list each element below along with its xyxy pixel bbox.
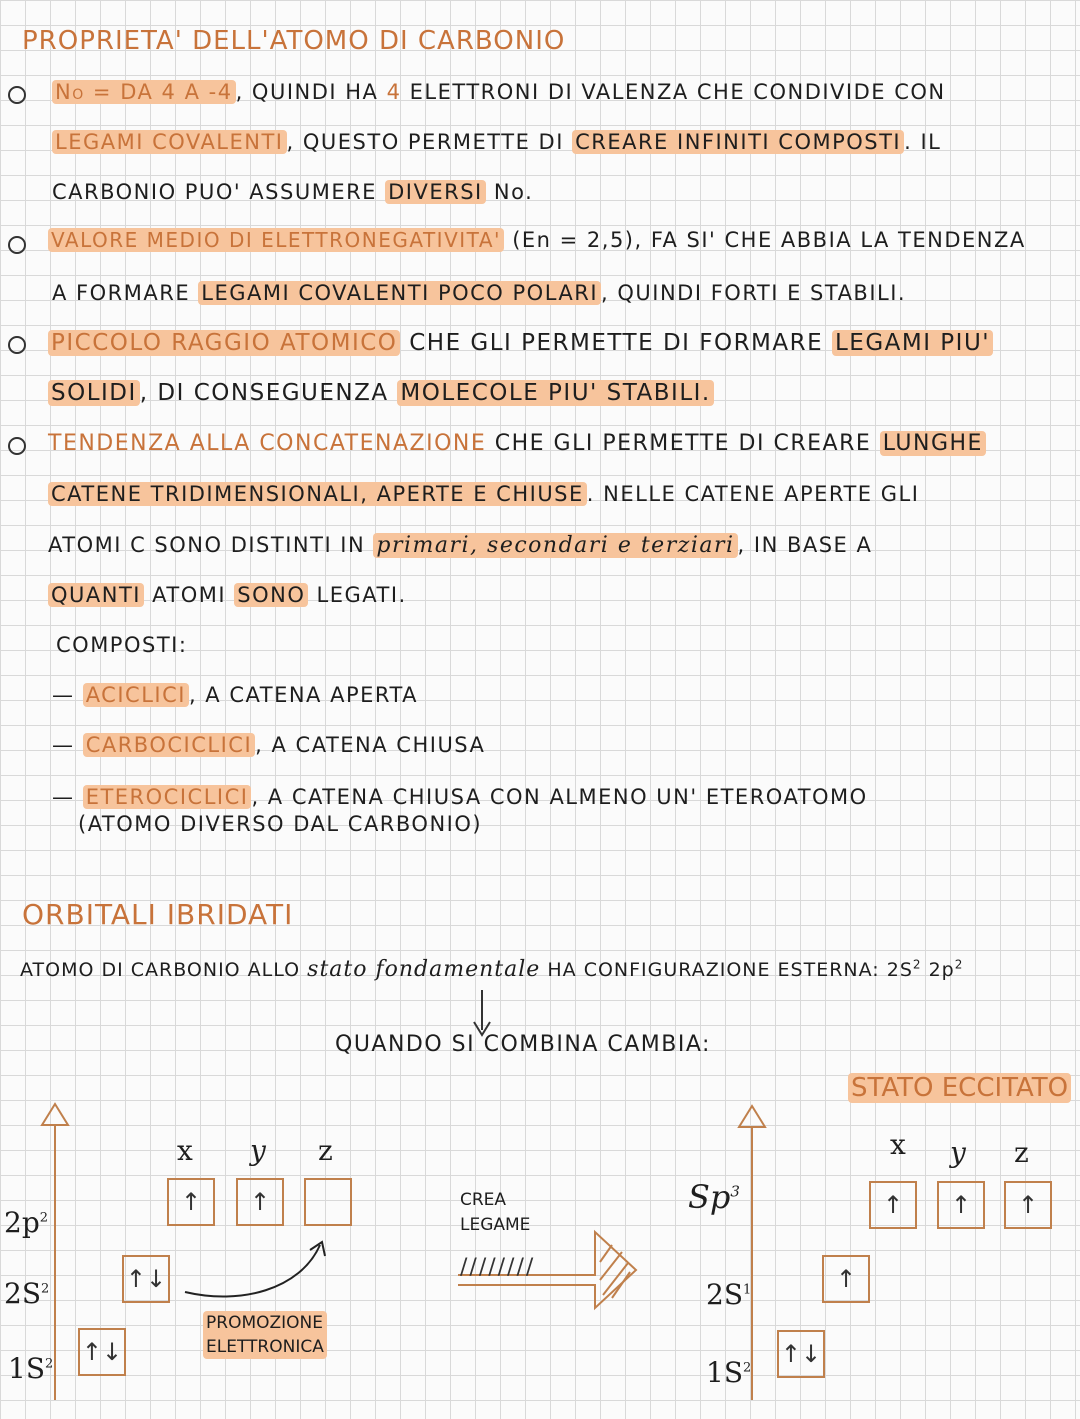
label-2s-right: $2S^1$ [706, 1278, 752, 1311]
label-1s-right: $1S^2$ [706, 1356, 752, 1389]
composti-item: — CARBOCICLICI , A CATENA CHIUSA [52, 733, 486, 757]
configuration-line: ATOMO DI CARBONIO ALLO stato fondamentale HA CONFIGURAZIONE ESTERNA: $2S^2$ $2p^2$ [20, 957, 964, 982]
axis-z-label-right: z [1014, 1136, 1029, 1169]
orbital-1s-right-box: ↑↓ [777, 1330, 825, 1378]
bullet-3-line-2: SOLIDI , DI CONSEGUENZA MOLECOLE PIU' STABILI. [48, 380, 714, 406]
composti-item: — ACICLICI , A CATENA APERTA [52, 683, 419, 707]
orbital-sp3-y-box: ↑ [937, 1181, 985, 1229]
quando-label: QUANDO SI COMBINA CAMBIA: [335, 1032, 711, 1057]
bullet-2-line-1: VALORE MEDIO DI ELETTRONEGATIVITA' (En = 2,5), FA SI' CHE ABBIA LA TENDENZA [48, 228, 1026, 252]
label-1s: $1S^2$ [8, 1352, 54, 1385]
stato-eccitato-label: STATO ECCITATO [848, 1073, 1071, 1103]
label-sp3: Sp$^3$ [688, 1178, 740, 1216]
bullet-1-line-3: CARBONIO PUO' ASSUMERE DIVERSI No. [52, 180, 534, 204]
bullet-1-line-2: LEGAMI COVALENTI , QUESTO PERMETTE DI CREARE INFINITI COMPOSTI . IL [52, 130, 941, 154]
axis-x-label-right: x [890, 1128, 906, 1161]
hatch-label: //////// [460, 1255, 536, 1280]
orbital-1s-box: ↑↓ [78, 1328, 126, 1376]
bullet-3-line-1: PICCOLO RAGGIO ATOMICO CHE GLI PERMETTE DI FORMARE LEGAMI PIU' [48, 330, 993, 356]
page-title: PROPRIETA' DELL'ATOMO DI CARBONIO [22, 26, 566, 56]
energy-axis-right-arrow [739, 1106, 765, 1127]
bullet-2-line-2: A FORMARE LEGAMI COVALENTI POCO POLARI , QUINDI FORTI E STABILI. [52, 281, 907, 305]
bullet-4-line-1: TENDENZA ALLA CONCATENAZIONE CHE GLI PERMETTE DI CREARE LUNGHE [48, 431, 986, 456]
axis-y-label-right: y [950, 1136, 966, 1169]
bullet-4-line-3: ATOMI C SONO DISTINTI IN primari, secondari e terziari , IN BASE A [48, 533, 873, 558]
label-2p: $2p^2$ [4, 1206, 49, 1239]
axis-x-label: x [177, 1134, 193, 1167]
bullet-4-line-2: CATENE TRIDIMENSIONALI, APERTE E CHIUSE . NELLE CATENE APERTE GLI [48, 482, 919, 506]
orbital-2pz-box [304, 1178, 352, 1226]
orbital-2s-box: ↑↓ [122, 1255, 170, 1303]
bullet-1-line-1: NO = DA 4 A -4 , QUINDI HA 4 ELETTRONI DI VALENZA CHE CONDIVIDE CON [52, 80, 946, 104]
axis-z-label: z [318, 1134, 333, 1167]
section-title: ORBITALI IBRIDATI [22, 898, 294, 931]
energy-axis-left-arrow [42, 1104, 68, 1125]
bullet-4-line-4: QUANTI ATOMI SONO LEGATI. [48, 583, 407, 607]
crea-legame-label: CREA LEGAME [460, 1190, 531, 1235]
orbital-sp3-x-box: ↑ [869, 1181, 917, 1229]
orbital-2py-box: ↑ [236, 1178, 284, 1226]
composti-heading: COMPOSTI: [56, 633, 188, 657]
orbital-2s-right-box: ↑ [822, 1255, 870, 1303]
orbital-2px-box: ↑ [167, 1178, 215, 1226]
composti-item: — ETEROCICLICI , A CATENA CHIUSA CON ALMENO UN' ETEROATOMO [52, 785, 868, 809]
promozione-label: PROMOZIONE ELETTRONICA [203, 1311, 327, 1359]
label-2s: $2S^2$ [4, 1277, 50, 1310]
axis-y-label: y [250, 1134, 266, 1167]
promotion-curve [185, 1245, 320, 1297]
orbital-sp3-z-box: ↑ [1004, 1181, 1052, 1229]
composti-note: (ATOMO DIVERSO DAL CARBONIO) [78, 812, 483, 836]
